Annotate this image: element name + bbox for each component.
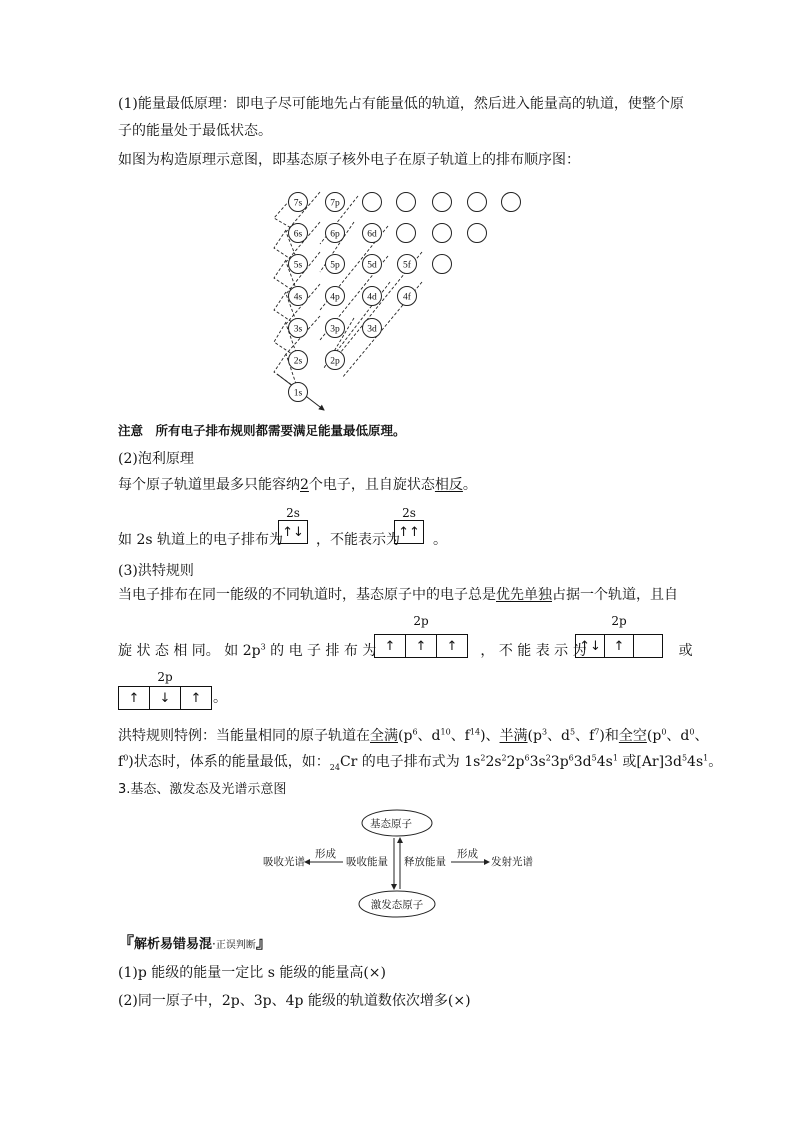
orbital-label: 5p — [330, 260, 340, 271]
note: 注意 所有电子排布规则都需要满足能量最低原理。 — [118, 423, 406, 438]
absorb-energy-label: 吸收能量 — [346, 857, 388, 868]
pauli-title: (2)泡利原理 — [118, 451, 194, 467]
section-3-title: 3.基态、激发态及光谱示意图 — [118, 782, 287, 797]
orbital-label: 4s — [293, 292, 303, 303]
orbital-label: 7s — [293, 198, 303, 209]
orbital-label: 3s — [293, 324, 303, 335]
judge-item-1: (1)p 能级的能量一定比 s 能级的能量高(×) — [118, 965, 386, 981]
excited-state-label: 激发态原子 — [370, 900, 424, 911]
orbital-label: 2s — [293, 356, 303, 367]
orbital-label: 2p — [330, 356, 340, 367]
form-label-right: 形成 — [457, 849, 478, 860]
ground-state-label: 基态原子 — [370, 819, 412, 830]
pauli-example: 如 2s 轨道上的电子排布为 ，不能表示为 。 — [118, 532, 447, 548]
orbital-box-2p-wrong-b: 2p ↑ ↓ ↑ — [118, 670, 212, 710]
orbital-label: 5d — [367, 260, 377, 271]
release-energy-label: 释放能量 — [404, 857, 446, 868]
orbital-box-2s-wrong: 2s ↑↑ — [394, 506, 424, 544]
orbital-label: 3d — [367, 324, 377, 335]
hund-title: (3)洪特规则 — [118, 563, 194, 579]
hund-text-3-end: 。 — [213, 690, 227, 706]
hund-exception-2: $f^0$)状态时，体系的能量最低，如：$_{24}$Cr 的电子排布式为 $1s^22s^22p^63s^23p^63d^54s^1$ 或$[Ar]3d^54s^1$。 — [118, 753, 723, 772]
hund-exception-1: 洪特规则特例：当能量相同的原子轨道在全满($p^6$、$d^{10}$、$f^{14}$)、半满($p^3$、$d^5$、$f^7$)和全空($p^0$、$d^0$、 — [118, 727, 709, 744]
orbital-box-2p-correct: 2p ↑ ↑ ↑ — [374, 614, 468, 658]
bracket-left-icon: 『 — [118, 933, 135, 952]
orbital-box-2s-correct: 2s ↑↓ — [278, 506, 308, 544]
aufbau-diagram — [262, 182, 532, 414]
absorb-spectrum-label: 吸收光谱 — [263, 857, 305, 868]
hund-text-1: 当电子排布在同一能级的不同轨道时，基态原子中的电子总是优先单独占据一个轨道，且自 — [118, 587, 678, 603]
pauli-text: 每个原子轨道里最多只能容纳2个电子，且自旋状态相反。 — [118, 477, 477, 493]
orbital-label: 7p — [330, 198, 340, 209]
emit-spectrum-label: 发射光谱 — [491, 857, 533, 868]
orbital-label: 3p — [330, 324, 340, 335]
orbital-label: 6d — [367, 229, 377, 240]
judge-header: 『解析易错易混·正误判断』 — [118, 933, 272, 952]
principle-1-line2: 子的能量处于最低状态。 — [118, 123, 272, 139]
judge-item-2: (2)同一原子中，2p、3p、4p 能级的轨道数依次增多(×) — [118, 993, 471, 1009]
principle-1-line1: (1)能量最低原理：即电子尽可能地先占有能量低的轨道，然后进入能量高的轨道，使整个原 — [118, 96, 684, 112]
orbital-box-2p-wrong-a: 2p ↑↓ ↑ — [575, 614, 663, 658]
orbital-label: 6s — [293, 229, 303, 240]
bracket-right-icon: 』 — [255, 933, 272, 952]
orbital-label: 5s — [293, 260, 303, 271]
hund-text-2: 旋 状 态 相 同。 如 $2p^3$ 的 电 子 排 布 为 ， 不 能 表 示 为 或 — [118, 642, 693, 659]
spectrum-diagram — [255, 808, 545, 920]
orbital-label: 4f — [403, 292, 411, 303]
orbital-label: 5f — [403, 260, 411, 271]
form-label-left: 形成 — [315, 849, 336, 860]
orbital-label: 4p — [330, 292, 340, 303]
orbital-label: 4d — [367, 292, 377, 303]
aufbau-intro: 如图为构造原理示意图，即基态原子核外电子在原子轨道上的排布顺序图： — [118, 152, 580, 168]
orbital-label: 6p — [330, 229, 340, 240]
orbital-label: 1s — [293, 388, 303, 399]
